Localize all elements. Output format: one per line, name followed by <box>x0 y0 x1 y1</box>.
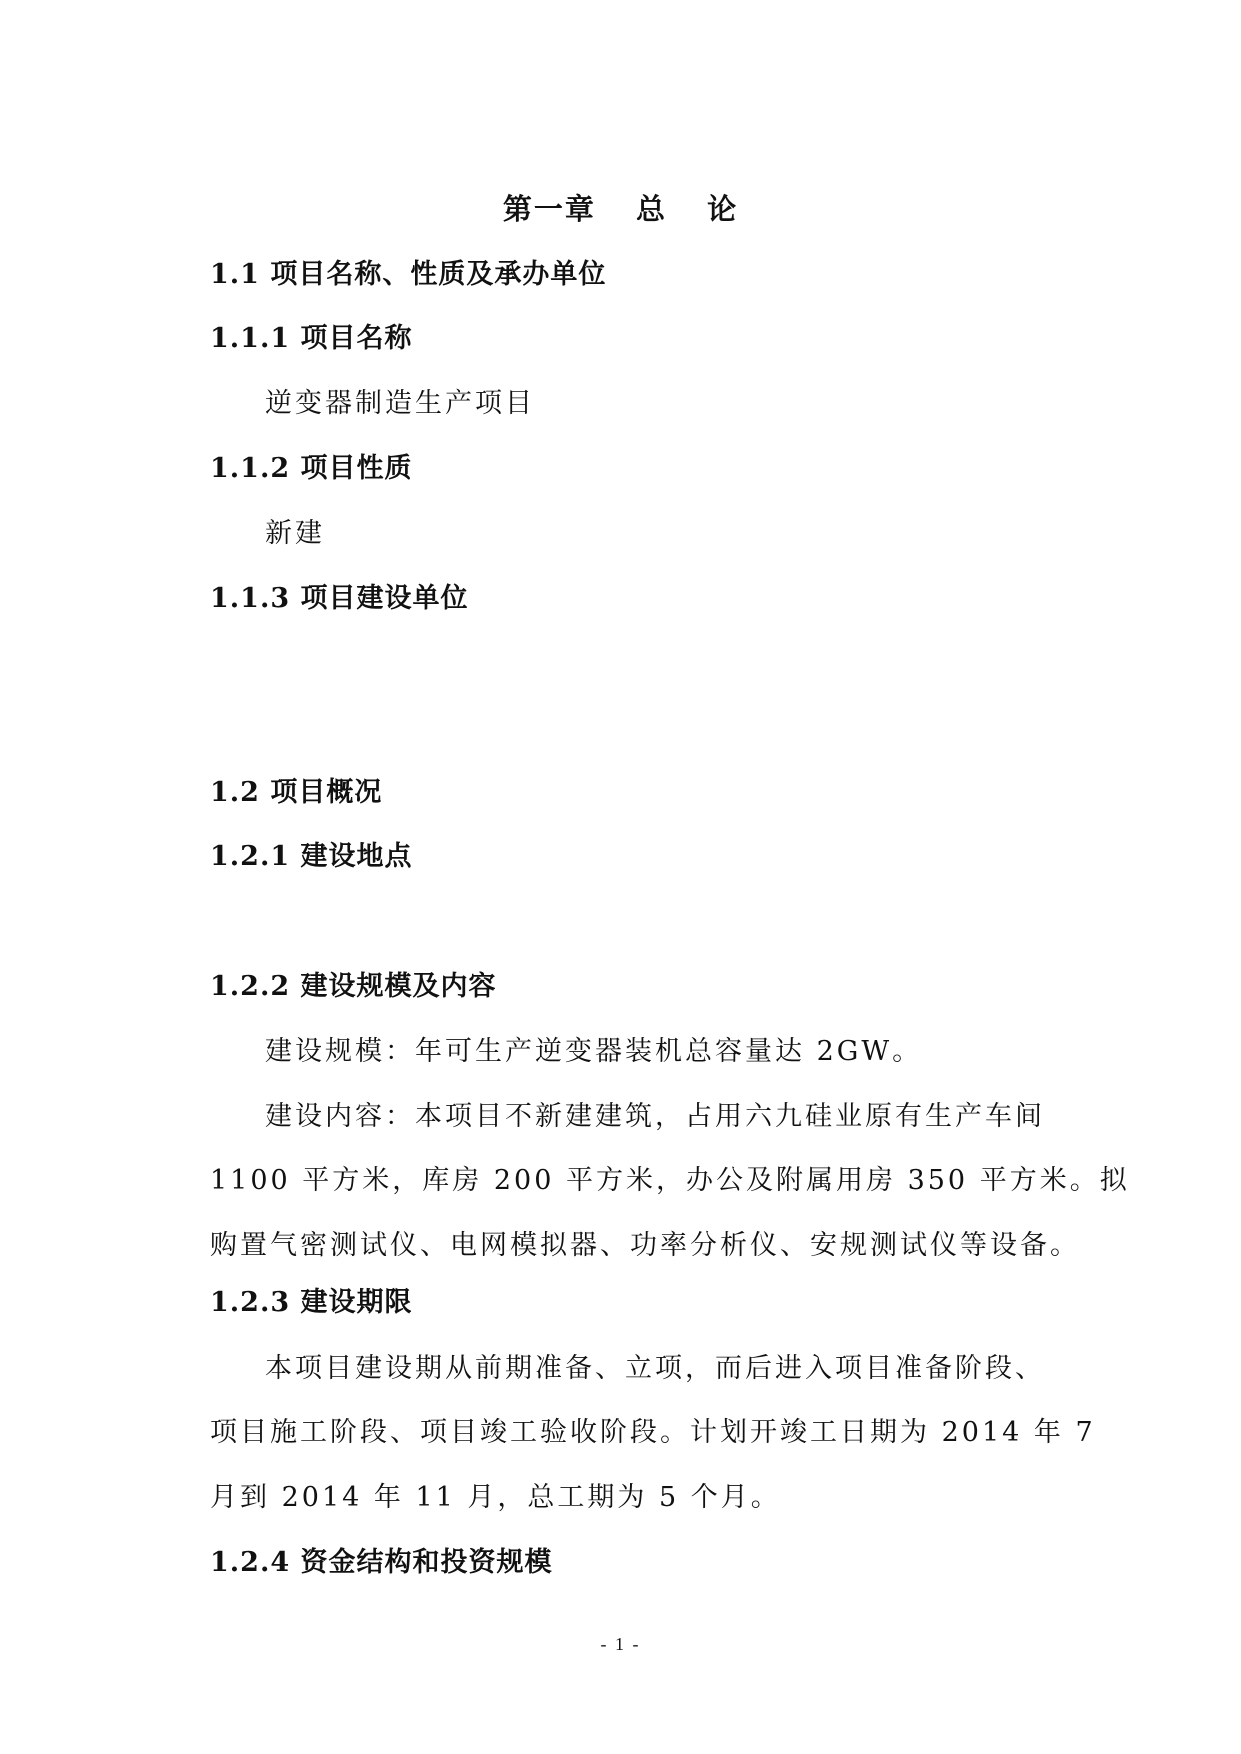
content-paragraph-line-3: 购置气密测试仪、电网模拟器、功率分析仪、安规测试仪等设备。 <box>210 1230 1080 1261</box>
period-paragraph-line-3: 月到 2014 年 11 月，总工期为 5 个月。 <box>210 1482 781 1513</box>
period-paragraph-line-1: 本项目建设期从前期准备、立项，而后进入项目准备阶段、 <box>265 1353 1045 1384</box>
scale-paragraph: 建设规模：年可生产逆变器装机总容量达 2GW。 <box>265 1036 923 1067</box>
period-paragraph-line-2: 项目施工阶段、项目竣工验收阶段。计划开竣工日期为 2014 年 7 <box>210 1417 1096 1448</box>
section-heading-1-2-3: 1.2.3 建设期限 <box>210 1287 413 1318</box>
content-paragraph-line-1: 建设内容：本项目不新建建筑，占用六九硅业原有生产车间 <box>265 1101 1045 1132</box>
section-heading-1-1-1: 1.1.1 项目名称 <box>210 323 413 354</box>
project-nature-text: 新建 <box>265 518 325 549</box>
section-heading-1-2-1: 1.2.1 建设地点 <box>210 841 413 872</box>
section-heading-1-1-2: 1.1.2 项目性质 <box>210 453 413 484</box>
project-name-text: 逆变器制造生产项目 <box>265 388 535 419</box>
chapter-title: 第一章 总 论 <box>502 192 739 226</box>
page-number: - 1 - <box>600 1634 641 1654</box>
content-paragraph-line-2: 1100 平方米，库房 200 平方米，办公及附属用房 350 平方米。拟 <box>210 1165 1130 1196</box>
section-heading-1-2-2: 1.2.2 建设规模及内容 <box>210 971 497 1002</box>
section-heading-1-1: 1.1 项目名称、性质及承办单位 <box>210 259 607 290</box>
section-heading-1-2-4: 1.2.4 资金结构和投资规模 <box>210 1547 553 1578</box>
section-heading-1-1-3: 1.1.3 项目建设单位 <box>210 583 469 614</box>
section-heading-1-2: 1.2 项目概况 <box>210 777 383 808</box>
